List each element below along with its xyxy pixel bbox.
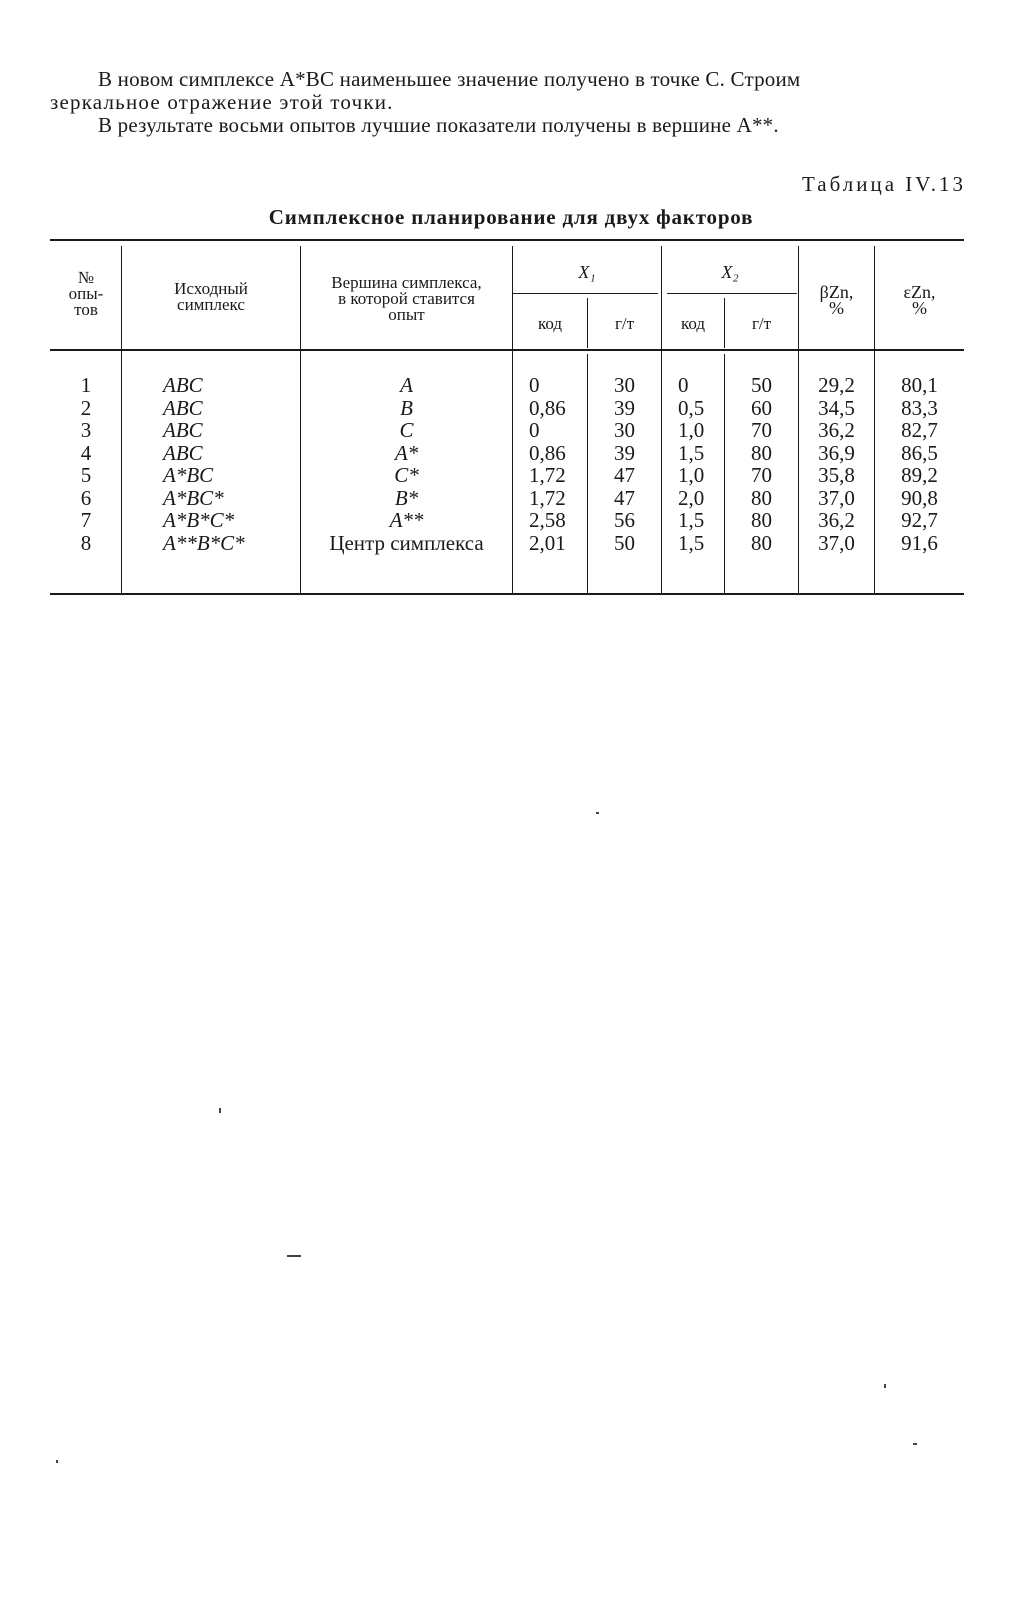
cell-x2-code: 0 xyxy=(678,373,689,397)
header-x2: X₂ xyxy=(721,262,739,282)
cell-x2-gt: 70 xyxy=(751,463,772,487)
scan-speck xyxy=(219,1108,221,1113)
cell-vertex: Центр симплекса xyxy=(329,530,484,555)
cell-x2-gt: 80 xyxy=(751,485,772,510)
cell-num: 2 xyxy=(80,395,92,420)
scan-speck xyxy=(884,1384,886,1388)
cell-source: A*B*C* xyxy=(163,508,235,532)
header-beta xyxy=(799,284,874,316)
cell-vertex: B xyxy=(400,395,413,420)
cell-source: ABC xyxy=(163,373,203,397)
x1-subheader-rule xyxy=(513,293,658,294)
cell-eps: 90,8 xyxy=(901,485,938,510)
cell-source: A**B*C* xyxy=(163,530,245,555)
header-num xyxy=(52,270,120,318)
cell-vertex: A** xyxy=(389,508,424,532)
cell-x1-gt: 47 xyxy=(614,463,635,487)
cell-beta: 37,0 xyxy=(818,530,855,555)
cell-x2-gt: 50 xyxy=(751,373,772,397)
cell-x2-gt: 80 xyxy=(751,440,772,465)
header-vertex-line: Вершина симплекса, xyxy=(331,273,482,292)
cell-num: 5 xyxy=(80,463,92,487)
table-header-rule xyxy=(50,349,964,351)
cell-x2-code: 2,0 xyxy=(678,485,705,510)
cell-x1-gt: 50 xyxy=(614,530,635,555)
cell-x2-code: 1,5 xyxy=(678,530,705,555)
scan-speck xyxy=(56,1460,58,1463)
header-source-line: Исходный xyxy=(174,279,248,298)
header-source xyxy=(122,281,300,313)
paragraph-1-line-1: В новом симплексе A*BC наименьшее значение получено в точке C. Строим xyxy=(98,67,801,91)
cell-x1-code: 0 xyxy=(529,418,540,442)
cell-num: 6 xyxy=(80,485,92,510)
cell-x2-code: 0,5 xyxy=(678,395,705,420)
cell-source: ABC xyxy=(163,418,203,442)
cell-source: A*BC* xyxy=(163,485,224,510)
paragraph-2: В результате восьми опытов лучшие показатели получены в вершине A**. xyxy=(98,113,779,137)
cell-x1-gt: 39 xyxy=(614,395,635,420)
cell-x1-gt: 47 xyxy=(614,485,635,510)
header-beta-line: βZn, xyxy=(819,282,854,302)
header-num-line: тов xyxy=(74,300,98,319)
cell-x1-code: 0,86 xyxy=(529,440,566,465)
cell-num: 7 xyxy=(80,508,92,532)
cell-x1-code: 1,72 xyxy=(529,485,566,510)
header-vertex-line: в которой ставится xyxy=(338,289,475,308)
table-label: Таблица IV.13 xyxy=(801,172,966,196)
table-top-rule xyxy=(50,239,964,241)
cell-eps: 83,3 xyxy=(901,395,938,420)
header-eps-line: % xyxy=(912,298,927,318)
cell-source: A*BC xyxy=(163,463,214,487)
cell-beta: 29,2 xyxy=(818,373,855,397)
col-divider xyxy=(512,246,513,594)
header-eps-line: εZn, xyxy=(903,282,936,302)
cell-vertex: A xyxy=(400,373,413,397)
cell-x2-gt: 80 xyxy=(751,508,772,532)
cell-x1-code: 0 xyxy=(529,373,540,397)
col-divider xyxy=(661,246,662,594)
cell-vertex: B* xyxy=(394,485,419,510)
cell-source: ABC xyxy=(163,440,203,465)
cell-eps: 82,7 xyxy=(901,418,938,442)
cell-x2-code: 1,5 xyxy=(678,508,705,532)
table-bottom-rule xyxy=(50,593,964,595)
header-vertex-line: опыт xyxy=(388,305,425,324)
cell-beta: 36,2 xyxy=(818,418,855,442)
cell-eps: 80,1 xyxy=(901,373,938,397)
header-eps xyxy=(875,284,964,316)
cell-x2-gt: 80 xyxy=(751,530,772,555)
cell-eps: 89,2 xyxy=(901,463,938,487)
cell-x1-code: 0,86 xyxy=(529,395,566,420)
intro-text xyxy=(50,68,964,137)
header-num-line: опы- xyxy=(68,284,104,303)
scan-speck xyxy=(287,1255,301,1257)
cell-num: 3 xyxy=(80,418,92,442)
cell-num: 1 xyxy=(80,373,92,397)
cell-beta: 36,2 xyxy=(818,508,855,532)
cell-eps: 86,5 xyxy=(901,440,938,465)
cell-beta: 36,9 xyxy=(818,440,855,465)
cell-vertex: A* xyxy=(394,440,419,465)
cell-vertex: C xyxy=(399,418,414,442)
header-x2-gt: г/т xyxy=(751,314,772,333)
cell-beta: 35,8 xyxy=(818,463,855,487)
cell-x1-gt: 30 xyxy=(614,418,635,442)
cell-x1-gt: 39 xyxy=(614,440,635,465)
cell-x1-gt: 30 xyxy=(614,373,635,397)
header-x1-gt: г/т xyxy=(614,314,635,333)
scan-speck xyxy=(596,812,599,814)
cell-eps: 92,7 xyxy=(901,508,938,532)
cell-source: ABC xyxy=(163,395,203,420)
header-num-line: № xyxy=(77,268,95,287)
cell-vertex: C* xyxy=(394,463,419,487)
cell-x1-code: 2,01 xyxy=(529,530,566,555)
cell-beta: 34,5 xyxy=(818,395,855,420)
cell-x1-gt: 56 xyxy=(614,508,635,532)
cell-num: 4 xyxy=(80,440,92,465)
header-x1-code: код xyxy=(537,314,563,333)
header-beta-line: % xyxy=(829,298,844,318)
scan-speck xyxy=(913,1443,917,1445)
cell-num: 8 xyxy=(80,530,92,555)
header-source-line: симплекс xyxy=(177,295,245,314)
cell-x2-code: 1,0 xyxy=(678,418,705,442)
cell-x2-gt: 60 xyxy=(751,395,772,420)
cell-x2-code: 1,0 xyxy=(678,463,705,487)
cell-x2-code: 1,5 xyxy=(678,440,705,465)
cell-beta: 37,0 xyxy=(818,485,855,510)
header-vertex xyxy=(301,275,512,323)
table-title: Симплексное планирование для двух факторов xyxy=(268,205,754,229)
cell-x2-gt: 70 xyxy=(751,418,772,442)
cell-x1-code: 2,58 xyxy=(529,508,566,532)
paragraph-1-line-2: зеркальное отражение этой точки. xyxy=(50,90,394,114)
header-x2-code: код xyxy=(680,314,706,333)
header-x1: X₁ xyxy=(578,262,596,282)
cell-eps: 91,6 xyxy=(901,530,938,555)
cell-x1-code: 1,72 xyxy=(529,463,566,487)
x2-subheader-rule xyxy=(667,293,797,294)
